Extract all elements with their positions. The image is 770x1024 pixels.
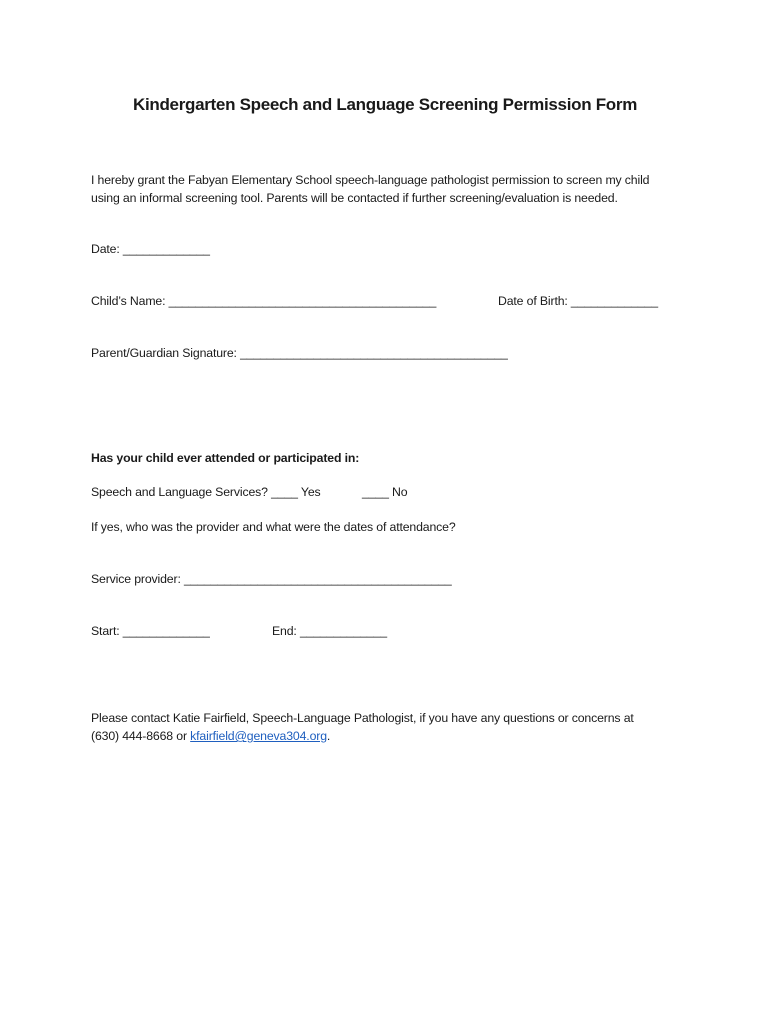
contact-email-link[interactable]: kfairfield@geneva304.org (190, 729, 327, 743)
contact-text-line-1: Please contact Katie Fairfield, Speech-Language Pathologist, if you have any questions or concerns at (91, 711, 634, 725)
history-heading: Has your child ever attended or participated in: (91, 451, 360, 465)
provider-question: If yes, who was the provider and what were the dates of attendance? (91, 520, 456, 534)
end-date-field[interactable]: End: _____________ (272, 624, 387, 638)
form-title: Kindergarten Speech and Language Screening Permission Form (132, 95, 638, 114)
contact-phone-text: (630) 444-8668 or (91, 729, 191, 743)
date-of-birth-field[interactable]: Date of Birth: _____________ (498, 294, 658, 308)
services-no-option[interactable]: ____ No (362, 485, 408, 499)
start-date-field[interactable]: Start: _____________ (91, 624, 210, 638)
parent-signature-field[interactable]: Parent/Guardian Signature: ________________________________________ (91, 346, 508, 360)
childs-name-field[interactable]: Child’s Name: ________________________________________ (91, 294, 437, 308)
contact-line-end: . (326, 729, 331, 743)
contact-text-line-2 (91, 727, 330, 745)
date-field[interactable]: Date: _____________ (91, 242, 210, 256)
service-provider-field[interactable]: Service provider: ________________________________________ (91, 572, 452, 586)
intro-text-line-2: using an informal screening tool. Parents will be contacted if further screening/evaluation is needed. (91, 191, 618, 205)
intro-text-line-1: I hereby grant the Fabyan Elementary School speech-language pathologist permission to screen my child (91, 173, 650, 187)
services-question-yes[interactable]: Speech and Language Services? ____ Yes (91, 485, 321, 499)
